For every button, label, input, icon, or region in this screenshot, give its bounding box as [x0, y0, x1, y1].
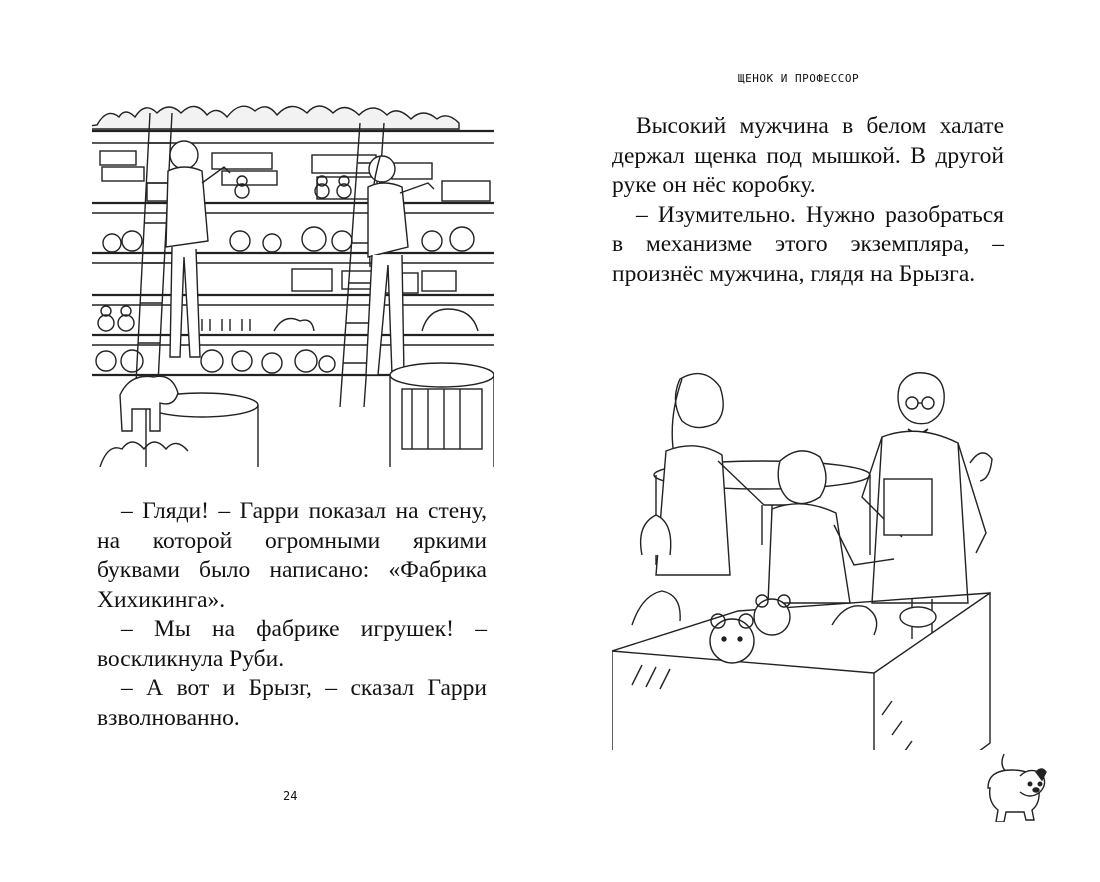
- right-body-text: [612, 112, 1004, 289]
- toy-shop-illustration: [92, 83, 494, 467]
- paragraph: – Изумительно. Нужно разобраться в механизме этого экземпляра, – произнёс мужчина, глядя на Брызга.: [612, 201, 1004, 287]
- page-number: 24: [283, 789, 298, 803]
- right-page: [550, 0, 1100, 882]
- paragraph: Высокий мужчина в белом халате держал щенка под мышкой. В другой руке он нёс коробку.: [612, 113, 1004, 198]
- paragraph: – Гляди! – Гарри показал на стену, на которой огромными яркими буквами было написано: «Фабрика Хихикинга».: [97, 498, 487, 613]
- left-body-text: [97, 497, 487, 733]
- puppy-vignette: [970, 748, 1056, 822]
- running-head: ЩЕНОК И ПРОФЕССОР: [738, 72, 860, 85]
- paragraph: – А вот и Брызг, – сказал Гарри взволнованно.: [97, 675, 487, 731]
- paragraph: – Мы на фабрике игрушек! – воскликнула Руби.: [97, 616, 487, 672]
- professor-illustration: [612, 355, 1000, 750]
